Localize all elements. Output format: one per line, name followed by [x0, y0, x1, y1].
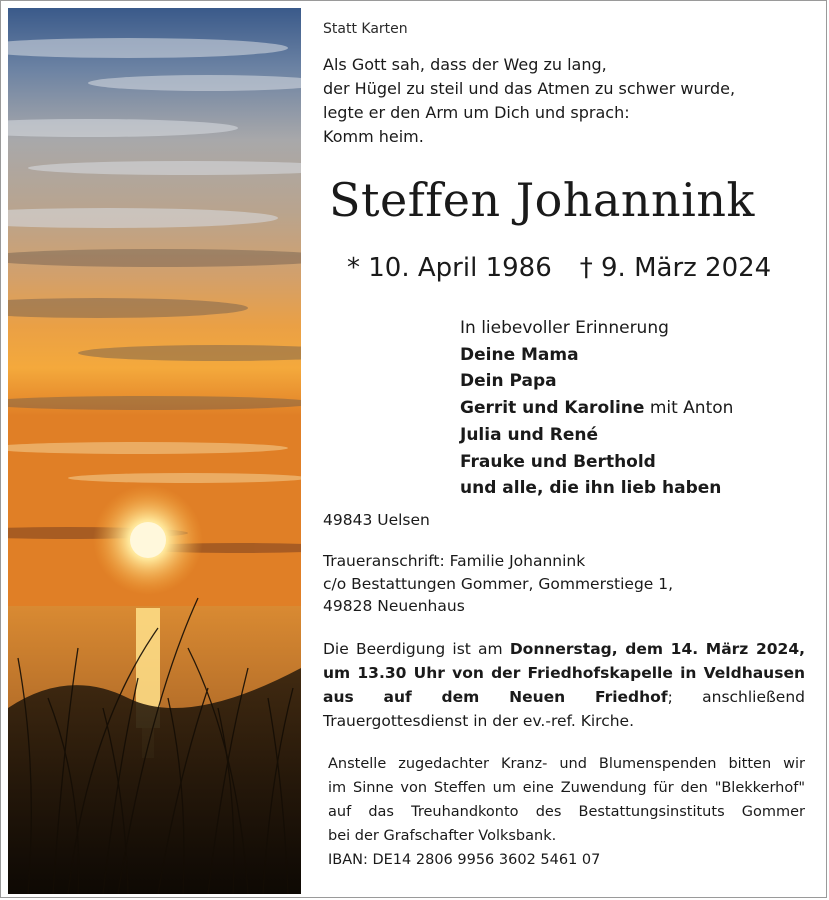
poem-line: Als Gott sah, dass der Weg zu lang, — [323, 55, 607, 74]
iban: IBAN: DE14 2806 9956 3602 5461 07 — [328, 852, 601, 868]
sunset-photo — [8, 8, 301, 894]
donation-request — [328, 752, 805, 872]
mourners-intro: In liebevoller Erinnerung — [460, 318, 669, 338]
poem-line: legte er den Arm um Dich und sprach: — [323, 103, 630, 122]
mourners-list — [460, 315, 733, 502]
burial-time-place: um 13.30 Uhr von der Friedhofskapelle in Veldhausen — [323, 664, 805, 682]
burial-info — [323, 637, 805, 733]
mourner: Frauke und Berthold — [460, 451, 656, 472]
deceased-name: Steffen Johannink — [329, 173, 755, 227]
address-line: Traueranschrift: Familie Johannink — [323, 552, 586, 570]
poem-line: der Hügel zu steil und das Atmen zu schwer wurde, — [323, 79, 736, 98]
burial-date: Donnerstag, dem 14. März 2024, — [509, 640, 805, 658]
address-line: c/o Bestattungen Gommer, Gommerstiege 1, — [323, 574, 674, 593]
donation-line: Anstelle zugedachter Kranz- und Blumenspenden bitten wir — [328, 756, 805, 772]
death-date: † 9. März 2024 — [579, 253, 772, 283]
burial-text: ; anschließend — [667, 688, 805, 706]
mourning-address — [323, 550, 673, 618]
birth-date: * 10. April 1986 — [347, 253, 552, 283]
burial-cemetery: aus auf dem Neuen Friedhof — [323, 688, 668, 706]
poem — [323, 53, 735, 149]
poem-line: Komm heim. — [323, 127, 424, 146]
mourner: und alle, die ihn lieb haben — [460, 478, 722, 499]
mourner: Dein Papa — [460, 371, 557, 392]
address-line: 49828 Neuenhaus — [323, 597, 465, 615]
burial-service: Trauergottesdienst in der ev.-ref. Kirche. — [323, 712, 635, 730]
location: 49843 Uelsen — [323, 511, 430, 529]
mourner: Julia und René — [460, 424, 599, 445]
mourner: Gerrit und Karoline — [460, 398, 645, 419]
donation-line: auf das Treuhandkonto des Bestattungsinstituts Gommer — [328, 804, 805, 820]
donation-line: bei der Grafschafter Volksbank. — [328, 828, 557, 844]
life-dates — [347, 253, 771, 283]
mourner: Deine Mama — [460, 344, 579, 365]
header-label: Statt Karten — [323, 21, 408, 37]
mourner-extra: mit Anton — [644, 398, 734, 419]
burial-text: Die Beerdigung ist am — [323, 640, 510, 658]
donation-line: im Sinne von Steffen um eine Zuwendung für den "Blekkerhof" — [328, 780, 805, 796]
